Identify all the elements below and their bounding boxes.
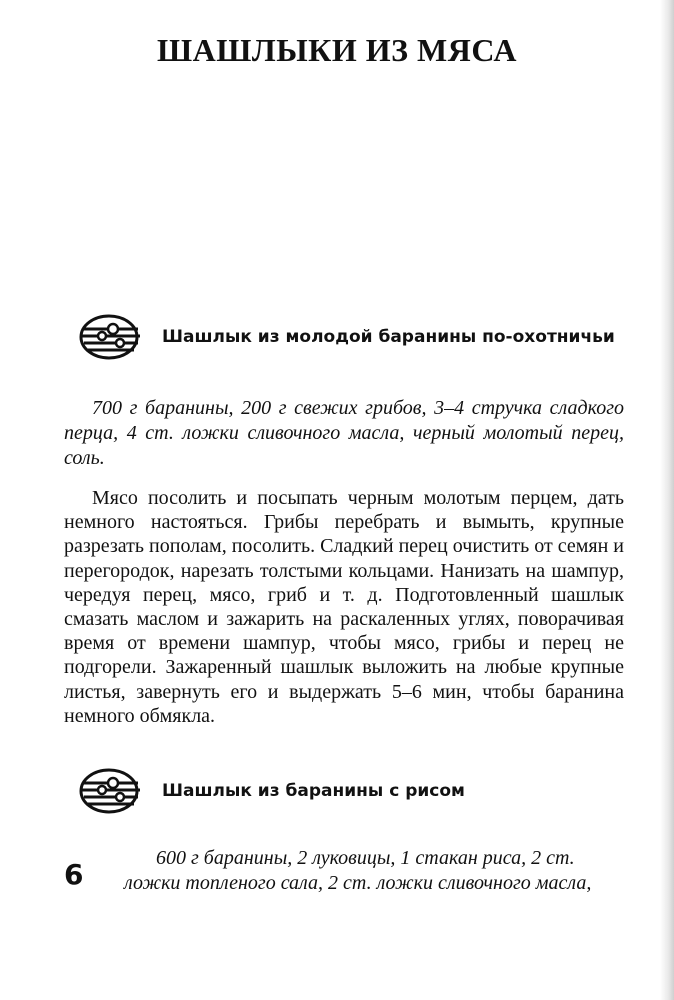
recipe-heading-2 xyxy=(76,766,465,816)
recipe-2-ingredients xyxy=(64,846,620,896)
skewer-icon xyxy=(76,312,144,362)
recipe-heading-1-text: Шашлык из молодой баранины по-охотничьи xyxy=(162,327,615,347)
page-number: 6 xyxy=(64,858,84,891)
skewer-icon xyxy=(76,766,144,816)
recipe-2-ingredients-line-2: ложки топленого сала, 2 ст. ложки сливочного масла, xyxy=(124,872,592,894)
recipe-heading-1 xyxy=(76,312,615,362)
recipe-1-ingredients: 700 г баранины, 200 г свежих грибов, 3–4 стручка сладкого перца, 4 ст. ложки сливочного масла, черный молотый перец, соль. xyxy=(64,397,624,469)
recipe-1-method: Мясо посолить и посыпать черным молотым перцем, дать немного настояться. Грибы перебрать и вымыть, крупные разрезать пополам, посолить. Сладкий перец очистить от семян и перегородок, нарезать толстыми кольцами. Нанизать на шампур, чередуя перец, мясо, гриб и т. д. Подготовленный шашлык смазать маслом и зажарить на раскаленных углях, поворачивая время от времени шампур, чтобы мясо, грибы и перец не подгорели. Зажаренный шашлык выложить на любые крупные листья, завернуть его и выдержать 5–6 мин, чтобы баранина немного обмякла. xyxy=(64,487,624,727)
page-edge xyxy=(660,0,674,1000)
recipe-heading-2-text: Шашлык из баранины с рисом xyxy=(162,781,465,801)
page-title: ШАШЛЫКИ ИЗ МЯСА xyxy=(157,32,517,68)
recipe-2-ingredients-line-1: 600 г баранины, 2 луковицы, 1 стакан риса, 2 ст. xyxy=(156,847,575,869)
